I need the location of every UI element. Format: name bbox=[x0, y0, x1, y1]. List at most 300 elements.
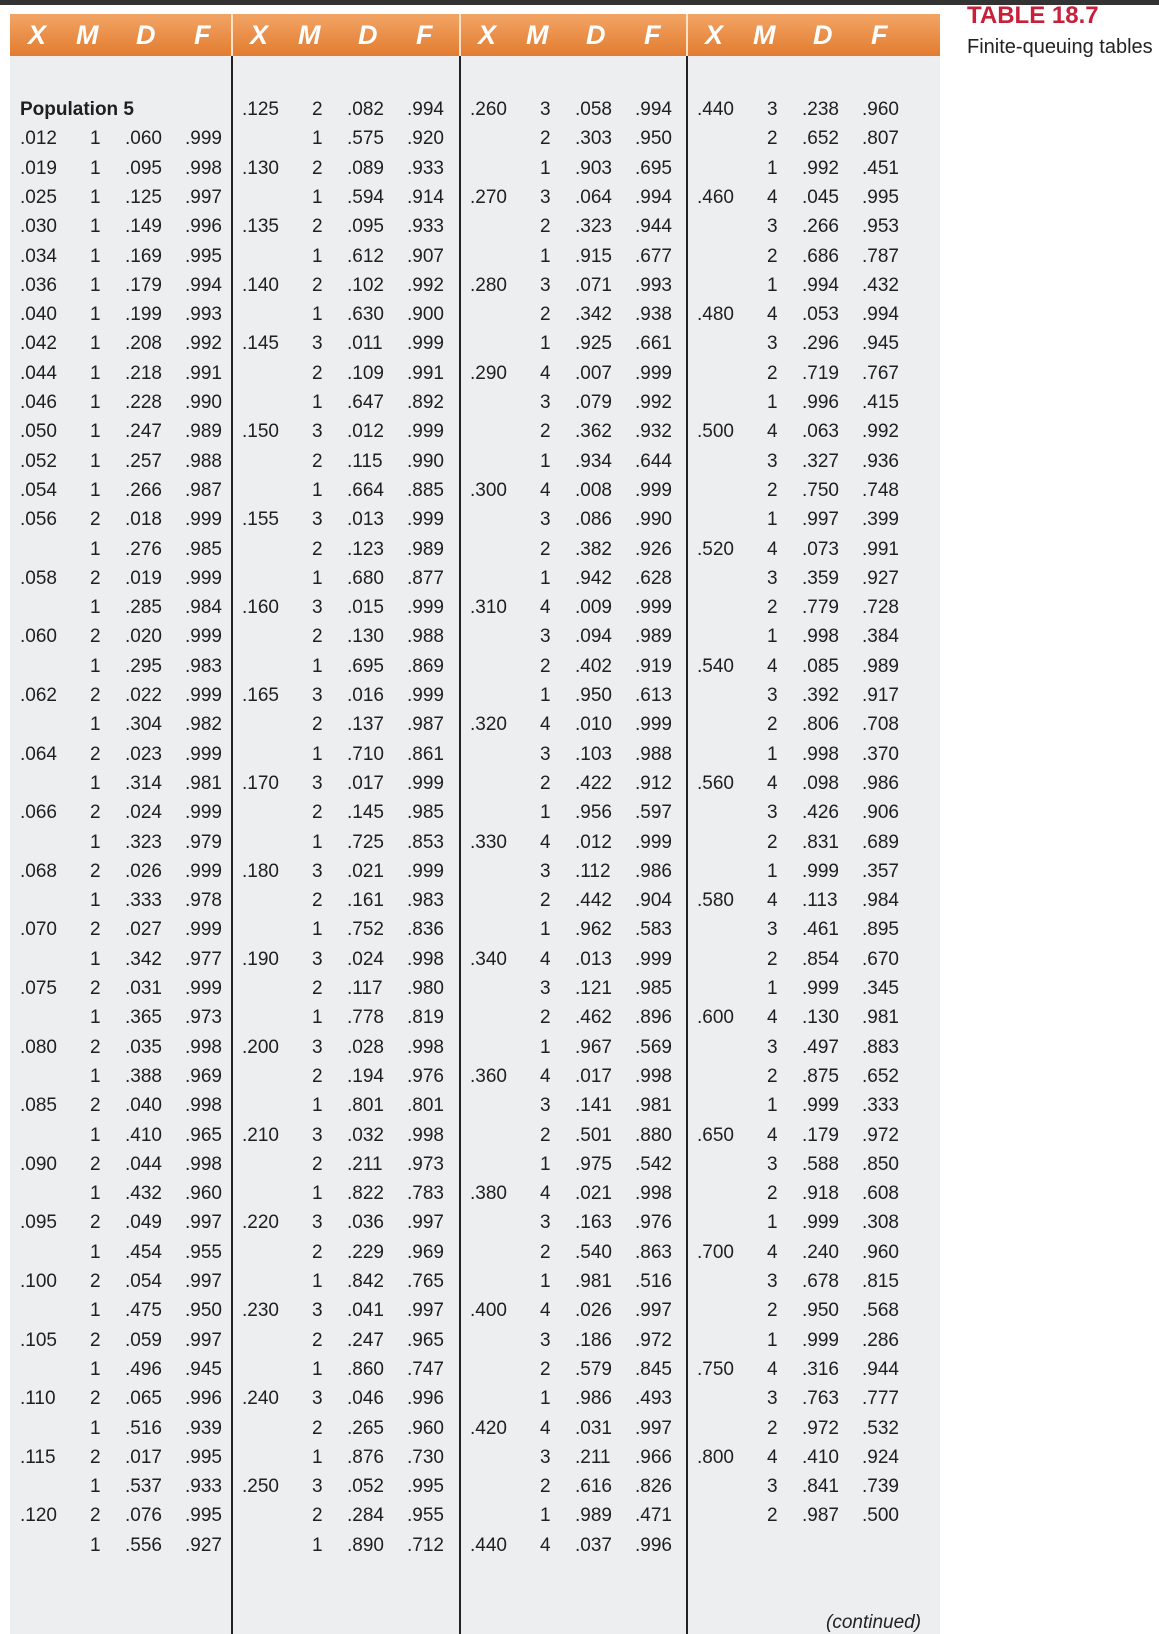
cell-m: 3 bbox=[312, 1300, 323, 1322]
cell-m: 4 bbox=[540, 948, 551, 970]
table-row bbox=[10, 155, 232, 183]
table-row bbox=[232, 829, 460, 857]
finite-queuing-table bbox=[10, 14, 940, 1634]
table-row bbox=[10, 213, 232, 241]
cell-d: .750 bbox=[802, 479, 839, 501]
cell-f: .995 bbox=[185, 1446, 222, 1468]
cell-f: .989 bbox=[635, 626, 672, 648]
column-divider bbox=[459, 56, 461, 1634]
cell-d: .058 bbox=[575, 99, 612, 120]
table-row bbox=[232, 1415, 460, 1443]
table-row bbox=[232, 1268, 460, 1296]
cell-m: 2 bbox=[90, 1153, 101, 1175]
cell-d: .125 bbox=[125, 186, 162, 208]
cell-m: 3 bbox=[767, 1153, 778, 1175]
cell-m: 3 bbox=[540, 186, 551, 208]
cell-m: 3 bbox=[540, 860, 551, 882]
cell-d: .079 bbox=[575, 392, 612, 413]
cell-d: .054 bbox=[125, 1271, 162, 1292]
cell-f: .998 bbox=[635, 1183, 672, 1205]
table-row bbox=[687, 301, 940, 329]
table-row bbox=[687, 360, 940, 388]
table-row bbox=[232, 1532, 460, 1560]
table-row bbox=[687, 1239, 940, 1267]
cell-f: .333 bbox=[862, 1095, 899, 1117]
cell-d: .240 bbox=[802, 1241, 839, 1263]
table-caption-subtitle: Finite-queuing tables bbox=[967, 36, 1153, 58]
cell-x: .520 bbox=[697, 538, 734, 560]
table-row bbox=[687, 448, 940, 476]
cell-d: .890 bbox=[347, 1534, 384, 1556]
table-row bbox=[687, 477, 940, 505]
table-row bbox=[460, 682, 687, 710]
cell-m: 1 bbox=[90, 450, 101, 472]
cell-d: .989 bbox=[575, 1505, 612, 1527]
header-f: F bbox=[871, 20, 888, 50]
cell-d: .992 bbox=[802, 157, 839, 179]
table-row bbox=[10, 536, 232, 564]
cell-f: .652 bbox=[862, 1065, 899, 1087]
cell-m: 1 bbox=[90, 597, 101, 619]
cell-f: .982 bbox=[185, 714, 222, 736]
cell-d: .999 bbox=[802, 978, 839, 999]
table-row bbox=[460, 770, 687, 798]
cell-m: 4 bbox=[767, 1124, 778, 1146]
cell-f: .906 bbox=[862, 802, 899, 824]
table-row bbox=[460, 448, 687, 476]
table-row bbox=[232, 1444, 460, 1472]
cell-d: .017 bbox=[125, 1446, 162, 1468]
cell-f: .994 bbox=[407, 99, 444, 120]
cell-m: 2 bbox=[90, 860, 101, 882]
cell-m: 1 bbox=[540, 1271, 551, 1292]
table-row bbox=[232, 418, 460, 446]
cell-f: .747 bbox=[407, 1358, 444, 1380]
cell-f: .900 bbox=[407, 304, 444, 326]
table-row bbox=[10, 1415, 232, 1443]
cell-f: .999 bbox=[185, 626, 222, 648]
cell-f: .926 bbox=[635, 538, 672, 560]
cell-x: .280 bbox=[470, 274, 507, 296]
cell-x: .090 bbox=[20, 1153, 57, 1175]
cell-f: .995 bbox=[407, 1476, 444, 1498]
cell-d: .903 bbox=[575, 157, 612, 179]
cell-m: 2 bbox=[312, 626, 323, 648]
cell-d: .304 bbox=[125, 714, 162, 736]
cell-x: .440 bbox=[697, 99, 734, 120]
cell-m: 2 bbox=[312, 362, 323, 384]
cell-f: .432 bbox=[862, 274, 899, 296]
table-row bbox=[10, 1151, 232, 1179]
cell-m: 1 bbox=[767, 274, 778, 296]
cell-f: .415 bbox=[862, 392, 899, 413]
cell-f: .999 bbox=[185, 743, 222, 765]
cell-m: 2 bbox=[90, 1329, 101, 1351]
cell-m: 3 bbox=[767, 567, 778, 589]
cell-d: .046 bbox=[347, 1388, 384, 1410]
cell-d: .024 bbox=[347, 948, 384, 970]
table-row bbox=[687, 858, 940, 886]
cell-m: 3 bbox=[312, 1388, 323, 1410]
cell-d: .015 bbox=[347, 597, 384, 619]
cell-d: .228 bbox=[125, 392, 162, 413]
cell-x: .140 bbox=[242, 274, 279, 296]
table-row bbox=[687, 1356, 940, 1384]
table-row bbox=[460, 741, 687, 769]
cell-m: 3 bbox=[767, 333, 778, 355]
cell-f: .996 bbox=[407, 1388, 444, 1410]
cell-x: .600 bbox=[697, 1007, 734, 1029]
cell-d: .588 bbox=[802, 1153, 839, 1175]
cell-d: .095 bbox=[125, 157, 162, 179]
cell-m: 2 bbox=[540, 1241, 551, 1263]
cell-d: .996 bbox=[802, 392, 839, 413]
table-row bbox=[10, 770, 232, 798]
cell-m: 1 bbox=[540, 450, 551, 472]
table-row bbox=[10, 477, 232, 505]
cell-f: .989 bbox=[407, 538, 444, 560]
cell-d: .967 bbox=[575, 1036, 612, 1058]
cell-m: 1 bbox=[312, 1358, 323, 1380]
cell-f: .999 bbox=[635, 597, 672, 619]
cell-m: 1 bbox=[540, 333, 551, 355]
cell-x: .120 bbox=[20, 1505, 57, 1527]
cell-f: .960 bbox=[185, 1183, 222, 1205]
cell-d: .686 bbox=[802, 245, 839, 267]
cell-x: .012 bbox=[20, 128, 57, 150]
table-row bbox=[232, 1122, 460, 1150]
cell-d: .109 bbox=[347, 362, 384, 384]
cell-x: .075 bbox=[20, 978, 57, 999]
table-row bbox=[460, 946, 687, 974]
table-row bbox=[10, 272, 232, 300]
cell-d: .095 bbox=[347, 216, 384, 238]
cell-d: .333 bbox=[125, 890, 162, 912]
cell-d: .027 bbox=[125, 919, 162, 941]
cell-d: .295 bbox=[125, 655, 162, 677]
cell-d: .012 bbox=[575, 831, 612, 853]
cell-m: 1 bbox=[90, 1358, 101, 1380]
table-row bbox=[460, 1239, 687, 1267]
cell-m: 2 bbox=[90, 1446, 101, 1468]
cell-m: 1 bbox=[90, 304, 101, 326]
cell-f: .644 bbox=[635, 450, 672, 472]
table-row bbox=[10, 1268, 232, 1296]
cell-x: .420 bbox=[470, 1417, 507, 1439]
cell-f: .919 bbox=[635, 655, 672, 677]
cell-f: .801 bbox=[407, 1095, 444, 1117]
table-row bbox=[232, 1297, 460, 1325]
cell-f: .988 bbox=[407, 626, 444, 648]
table-row bbox=[460, 418, 687, 446]
table-row bbox=[232, 96, 460, 124]
cell-f: .985 bbox=[185, 538, 222, 560]
cell-f: .991 bbox=[407, 362, 444, 384]
cell-x: .750 bbox=[697, 1358, 734, 1380]
table-row bbox=[460, 829, 687, 857]
cell-m: 4 bbox=[540, 1065, 551, 1087]
cell-f: .992 bbox=[635, 392, 672, 413]
cell-x: .540 bbox=[697, 655, 734, 677]
table-row bbox=[232, 389, 460, 417]
cell-d: .806 bbox=[802, 714, 839, 736]
cell-d: .013 bbox=[347, 509, 384, 531]
cell-m: 1 bbox=[90, 362, 101, 384]
cell-d: .052 bbox=[347, 1476, 384, 1498]
cell-d: .024 bbox=[125, 802, 162, 824]
table-row bbox=[232, 1239, 460, 1267]
cell-f: .927 bbox=[862, 567, 899, 589]
table-row bbox=[687, 1034, 940, 1062]
cell-m: 2 bbox=[312, 99, 323, 120]
cell-f: .471 bbox=[635, 1505, 672, 1527]
cell-f: .990 bbox=[185, 392, 222, 413]
cell-d: .454 bbox=[125, 1241, 162, 1263]
cell-f: .999 bbox=[407, 860, 444, 882]
cell-d: .382 bbox=[575, 538, 612, 560]
table-row bbox=[687, 623, 940, 651]
cell-f: .973 bbox=[407, 1153, 444, 1175]
cell-m: 3 bbox=[312, 1476, 323, 1498]
cell-m: 3 bbox=[767, 1036, 778, 1058]
table-row bbox=[232, 155, 460, 183]
cell-f: .986 bbox=[635, 860, 672, 882]
cell-m: 2 bbox=[312, 274, 323, 296]
cell-x: .260 bbox=[470, 99, 507, 120]
table-row bbox=[460, 975, 687, 1003]
table-row bbox=[460, 155, 687, 183]
cell-f: .819 bbox=[407, 1007, 444, 1029]
cell-d: .117 bbox=[347, 978, 383, 999]
table-row bbox=[10, 1327, 232, 1355]
cell-f: .399 bbox=[862, 509, 899, 531]
cell-m: 3 bbox=[540, 1329, 551, 1351]
cell-d: .112 bbox=[575, 860, 611, 882]
cell-m: 2 bbox=[90, 978, 101, 999]
cell-f: .286 bbox=[862, 1329, 899, 1351]
cell-x: .360 bbox=[470, 1065, 507, 1087]
table-row bbox=[687, 418, 940, 446]
cell-f: .996 bbox=[635, 1534, 672, 1556]
cell-d: .063 bbox=[802, 421, 839, 443]
table-row bbox=[687, 741, 940, 769]
cell-d: .719 bbox=[802, 362, 839, 384]
cell-f: .999 bbox=[407, 685, 444, 706]
cell-f: .966 bbox=[635, 1446, 672, 1468]
header-x: X bbox=[250, 20, 269, 50]
table-row bbox=[10, 711, 232, 739]
cell-m: 3 bbox=[312, 597, 323, 619]
table-row bbox=[460, 799, 687, 827]
table-row bbox=[232, 1327, 460, 1355]
cell-d: .208 bbox=[125, 333, 162, 355]
cell-f: .991 bbox=[185, 362, 222, 384]
cell-f: .451 bbox=[862, 157, 899, 179]
table-row bbox=[687, 1122, 940, 1150]
cell-m: 4 bbox=[767, 186, 778, 208]
cell-x: .300 bbox=[470, 479, 507, 501]
cell-d: .972 bbox=[802, 1417, 839, 1439]
cell-m: 1 bbox=[90, 157, 101, 179]
table-row bbox=[10, 829, 232, 857]
table-row bbox=[687, 1444, 940, 1472]
cell-d: .021 bbox=[347, 860, 384, 882]
cell-f: .985 bbox=[407, 802, 444, 824]
table-row bbox=[232, 946, 460, 974]
cell-m: 1 bbox=[767, 392, 778, 413]
cell-f: .695 bbox=[635, 157, 672, 179]
cell-d: .422 bbox=[575, 772, 612, 794]
cell-m: 4 bbox=[767, 1241, 778, 1263]
cell-m: 2 bbox=[540, 538, 551, 560]
cell-d: .028 bbox=[347, 1036, 384, 1058]
cell-f: .999 bbox=[407, 772, 444, 794]
header-separator bbox=[459, 14, 461, 56]
cell-d: .060 bbox=[125, 128, 162, 150]
header-d: D bbox=[358, 20, 378, 50]
cell-f: .997 bbox=[407, 1212, 444, 1234]
cell-d: .462 bbox=[575, 1007, 612, 1029]
cell-m: 1 bbox=[90, 392, 101, 413]
header-separator bbox=[686, 14, 688, 56]
cell-f: .370 bbox=[862, 743, 899, 765]
cell-f: .972 bbox=[635, 1329, 672, 1351]
table-row bbox=[687, 536, 940, 564]
cell-f: .998 bbox=[635, 1065, 672, 1087]
cell-d: .678 bbox=[802, 1271, 839, 1292]
cell-d: .630 bbox=[347, 304, 384, 326]
table-row bbox=[232, 1151, 460, 1179]
cell-m: 3 bbox=[767, 216, 778, 238]
cell-x: .330 bbox=[470, 831, 507, 853]
table-row bbox=[460, 1385, 687, 1413]
cell-x: .700 bbox=[697, 1241, 734, 1263]
cell-x: .040 bbox=[20, 304, 57, 326]
cell-m: 1 bbox=[767, 157, 778, 179]
table-row bbox=[232, 799, 460, 827]
table-row bbox=[460, 916, 687, 944]
cell-m: 3 bbox=[312, 772, 323, 794]
table-row bbox=[687, 682, 940, 710]
cell-f: .932 bbox=[635, 421, 672, 443]
cell-m: 1 bbox=[767, 743, 778, 765]
cell-f: .995 bbox=[185, 1505, 222, 1527]
cell-m: 3 bbox=[767, 919, 778, 941]
cell-f: .999 bbox=[185, 802, 222, 824]
table-row bbox=[687, 330, 940, 358]
cell-f: .739 bbox=[862, 1476, 899, 1498]
table-header-bar bbox=[10, 14, 940, 56]
header-separator bbox=[231, 14, 233, 56]
table-row bbox=[10, 1034, 232, 1062]
cell-d: .266 bbox=[125, 479, 162, 501]
cell-f: .998 bbox=[407, 1036, 444, 1058]
cell-d: .999 bbox=[802, 1095, 839, 1117]
table-row bbox=[10, 1209, 232, 1237]
cell-m: 3 bbox=[767, 1476, 778, 1498]
cell-x: .460 bbox=[697, 186, 734, 208]
cell-m: 3 bbox=[767, 1271, 778, 1292]
cell-d: .065 bbox=[125, 1388, 162, 1410]
cell-m: 1 bbox=[90, 1183, 101, 1205]
cell-x: .095 bbox=[20, 1212, 57, 1234]
cell-m: 2 bbox=[312, 1505, 323, 1527]
cell-m: 2 bbox=[90, 567, 101, 589]
cell-m: 2 bbox=[312, 1417, 323, 1439]
cell-f: .990 bbox=[635, 509, 672, 531]
table-row bbox=[687, 975, 940, 1003]
cell-f: .933 bbox=[407, 157, 444, 179]
cell-d: .942 bbox=[575, 567, 612, 589]
cell-x: .250 bbox=[242, 1476, 279, 1498]
cell-x: .800 bbox=[697, 1446, 734, 1468]
cell-m: 3 bbox=[312, 1212, 323, 1234]
cell-d: .194 bbox=[347, 1065, 384, 1087]
cell-m: 2 bbox=[540, 128, 551, 150]
cell-x: .240 bbox=[242, 1388, 279, 1410]
cell-d: .956 bbox=[575, 802, 612, 824]
table-row bbox=[460, 213, 687, 241]
cell-m: 3 bbox=[312, 333, 323, 355]
cell-m: 2 bbox=[90, 1036, 101, 1058]
cell-m: 1 bbox=[312, 245, 323, 267]
table-row bbox=[460, 858, 687, 886]
cell-m: 1 bbox=[312, 1271, 323, 1292]
cell-d: .998 bbox=[802, 626, 839, 648]
table-row bbox=[460, 1180, 687, 1208]
table-row bbox=[687, 272, 940, 300]
cell-x: .160 bbox=[242, 597, 279, 619]
cell-x: .019 bbox=[20, 157, 57, 179]
cell-m: 2 bbox=[312, 802, 323, 824]
cell-x: .105 bbox=[20, 1329, 57, 1351]
table-row bbox=[460, 1034, 687, 1062]
cell-x: .200 bbox=[242, 1036, 279, 1058]
table-row bbox=[460, 184, 687, 212]
cell-m: 3 bbox=[540, 274, 551, 296]
cell-m: 4 bbox=[540, 1300, 551, 1322]
cell-d: .115 bbox=[347, 450, 383, 472]
cell-f: .999 bbox=[407, 421, 444, 443]
cell-d: .040 bbox=[125, 1095, 162, 1117]
cell-m: 1 bbox=[90, 1534, 101, 1556]
cell-f: .944 bbox=[635, 216, 672, 238]
cell-d: .362 bbox=[575, 421, 612, 443]
cell-f: .853 bbox=[407, 831, 444, 853]
table-row bbox=[687, 1502, 940, 1530]
cell-f: .999 bbox=[635, 479, 672, 501]
cell-f: .944 bbox=[862, 1358, 899, 1380]
column-divider bbox=[231, 56, 233, 1634]
cell-m: 1 bbox=[312, 567, 323, 589]
cell-d: .841 bbox=[802, 1476, 839, 1498]
cell-f: .357 bbox=[862, 860, 899, 882]
table-row bbox=[10, 418, 232, 446]
cell-f: .986 bbox=[862, 772, 899, 794]
cell-m: 2 bbox=[540, 772, 551, 794]
cell-m: 3 bbox=[312, 509, 323, 531]
cell-m: 1 bbox=[540, 685, 551, 706]
cell-x: .070 bbox=[20, 919, 57, 941]
cell-d: .779 bbox=[802, 597, 839, 619]
cell-f: .997 bbox=[185, 186, 222, 208]
header-f: F bbox=[194, 20, 211, 50]
cell-d: .516 bbox=[125, 1417, 162, 1439]
cell-m: 2 bbox=[767, 948, 778, 970]
table-row bbox=[232, 565, 460, 593]
cell-x: .190 bbox=[242, 948, 279, 970]
table-row bbox=[10, 653, 232, 681]
